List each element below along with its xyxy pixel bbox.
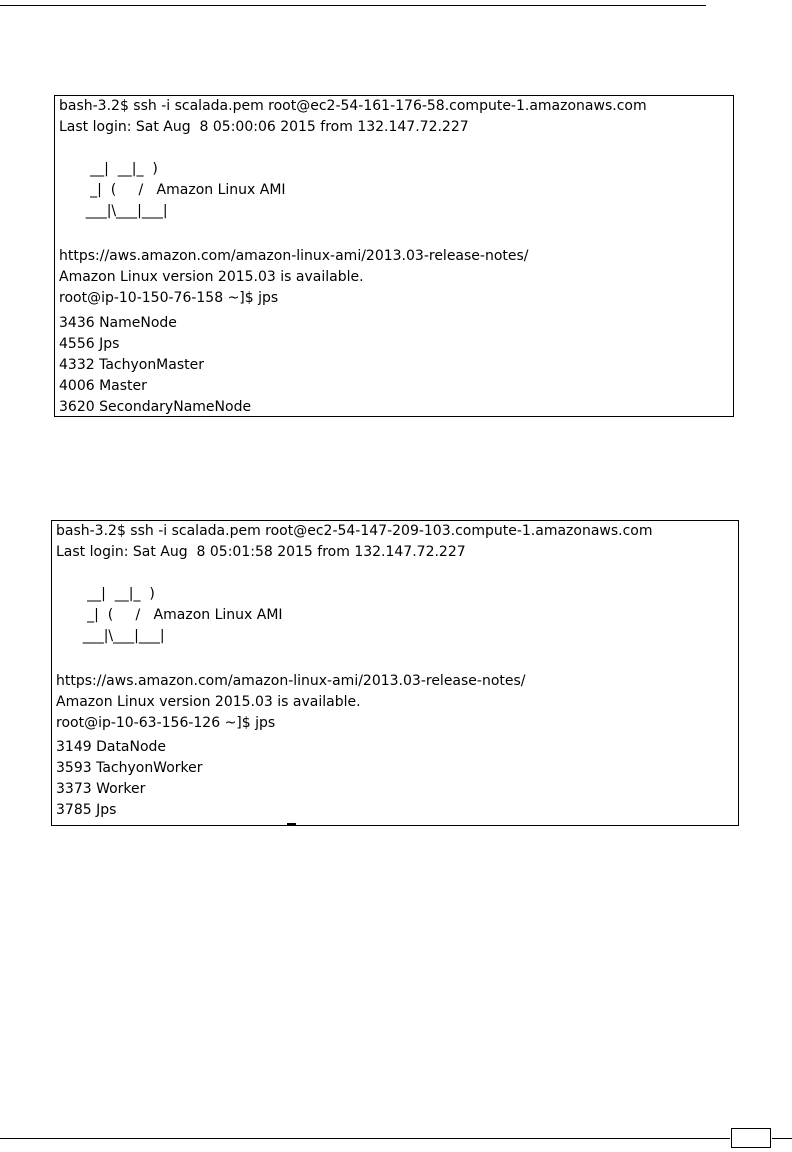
footer-rule: [0, 1138, 730, 1139]
terminal-line: Last login: Sat Aug 8 05:01:58 2015 from 132.147.72.227: [56, 544, 466, 560]
terminal-line: bash-3.2$ ssh -i scalada.pem root@ec2-54-161-176-58.compute-1.amazonaws.com: [59, 98, 647, 114]
terminal-line: root@ip-10-63-156-126 ~]$ jps: [56, 715, 276, 731]
terminal-line: 4332 TachyonMaster: [59, 357, 204, 373]
header-rule: [0, 5, 706, 6]
terminal-line: 3149 DataNode: [56, 739, 167, 755]
terminal-line: bash-3.2$ ssh -i scalada.pem root@ec2-54-147-209-103.compute-1.amazonaws.com: [56, 523, 653, 539]
terminal-line: ___|\___|___|: [59, 203, 168, 219]
terminal-worker-node: [51, 520, 739, 826]
terminal-line: 4556 Jps: [59, 336, 120, 352]
terminal-line: Amazon Linux version 2015.03 is available.: [56, 694, 361, 710]
page-number-box: [731, 1128, 771, 1148]
terminal-master-node: [54, 95, 734, 417]
terminal-line: 3593 TachyonWorker: [56, 760, 203, 776]
terminal-line: _| ( / Amazon Linux AMI: [59, 182, 286, 198]
terminal-line: ___|\___|___|: [56, 628, 165, 644]
terminal-line: 3436 NameNode: [59, 315, 177, 331]
terminal-line: root@ip-10-150-76-158 ~]$ jps: [59, 290, 279, 306]
terminal-cursor: [287, 823, 296, 825]
terminal-line: 3373 Worker: [56, 781, 146, 797]
terminal-line: Last login: Sat Aug 8 05:00:06 2015 from 132.147.72.227: [59, 119, 469, 135]
terminal-line: https://aws.amazon.com/amazon-linux-ami/2013.03-release-notes/: [56, 673, 526, 689]
terminal-line: _| ( / Amazon Linux AMI: [56, 607, 283, 623]
terminal-line: __| __|_ ): [56, 586, 155, 602]
terminal-line: https://aws.amazon.com/amazon-linux-ami/2013.03-release-notes/: [59, 248, 529, 264]
terminal-line: 3620 SecondaryNameNode: [59, 399, 252, 415]
footer-rule-right: [772, 1138, 792, 1139]
terminal-line: Amazon Linux version 2015.03 is available.: [59, 269, 364, 285]
terminal-line: 3785 Jps: [56, 802, 117, 818]
terminal-line: 4006 Master: [59, 378, 147, 394]
terminal-line: __| __|_ ): [59, 161, 158, 177]
